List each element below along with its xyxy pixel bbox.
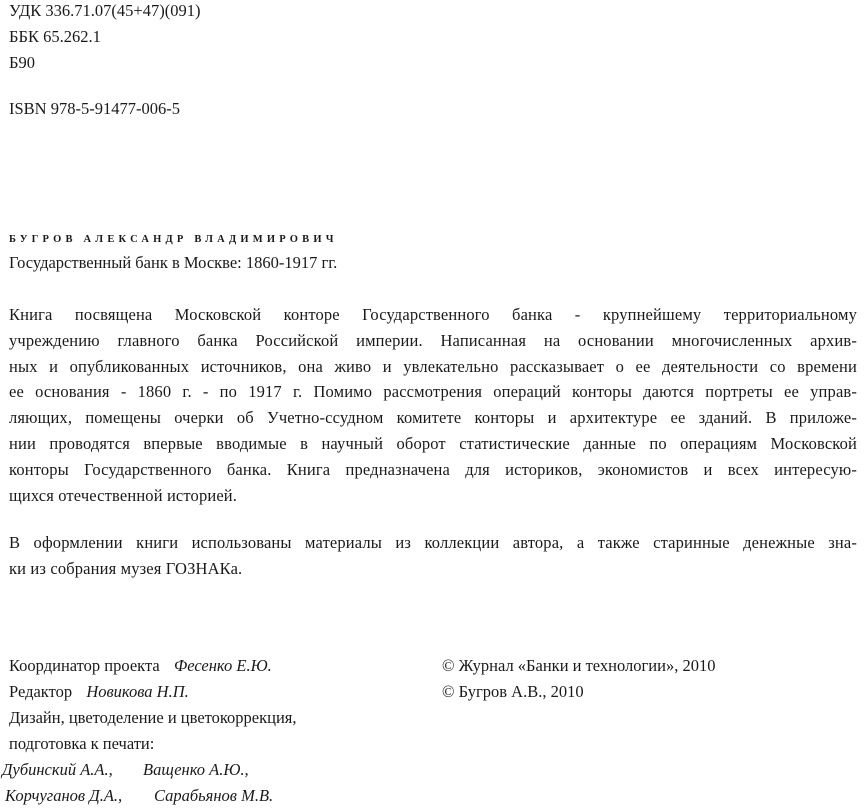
copyright-journal: © Журнал «Банки и технологии», 2010	[442, 656, 716, 675]
isbn: ISBN 978-5-91477-006-5	[9, 99, 180, 118]
abstract-text	[9, 302, 857, 508]
book-title: Государственный банк в Москве: 1860-1917 гг.	[9, 253, 338, 272]
udk-code: УДК 336.71.07(45+47)(091)	[9, 1, 201, 20]
abstract-line: учреждению главного банка Российской империи. Написанная на основании многочисленных архив-	[9, 330, 857, 350]
design-label-row-1: Дизайн, цветоделение и цветокоррекция,	[9, 708, 297, 727]
design-note-line: ки из собрания музея ГОЗНАКа.	[9, 558, 243, 578]
copyright-author: © Бугров А.В., 2010	[442, 682, 584, 701]
design-label-row-2: подготовка к печати:	[9, 734, 155, 753]
designer-1: Дубинский А.А.,	[2, 760, 113, 779]
abstract-line: ляющих, помещены очерки об Учетно-ссудном комитете конторы и архитектуре ее зданий. В приложе-	[9, 408, 857, 428]
coordinator-label: Координатор проекта	[9, 656, 160, 675]
author-name: БУГРОВ АЛЕКСАНДР ВЛАДИМИРОВИЧ	[9, 234, 338, 245]
abstract-paragraph	[9, 302, 857, 508]
abstract-line: щихся отечественной историей.	[9, 485, 238, 505]
abstract-line: Книга посвящена Московской конторе Государственного банка - крупнейшему территориальному	[9, 305, 857, 324]
design-note-text	[9, 530, 857, 582]
editor-row	[9, 679, 429, 705]
author-mark: Б90	[9, 53, 35, 72]
abstract-line: ных и опубликованных источников, она живо и увлекательно рассказывает о ее деятельности со времени	[9, 356, 857, 376]
designer-4: Сарабьянов М.В.	[154, 786, 274, 805]
editor-name: Новикова Н.П.	[86, 682, 189, 701]
bbk-code: ББК 65.262.1	[9, 27, 101, 46]
design-note-paragraph	[9, 530, 857, 582]
coordinator-name: Фесенко Е.Ю.	[173, 656, 272, 675]
designers-row-2	[5, 783, 429, 809]
editor-label: Редактор	[9, 682, 73, 701]
coordinator-row	[9, 653, 429, 679]
copyright-block	[442, 653, 852, 705]
abstract-line: конторы Государственного банка. Книга предназначена для историков, экономистов и всех интересую-	[9, 459, 857, 479]
abstract-line: ее основания - 1860 г. - по 1917 г. Помимо рассмотрения операций конторы даются портреты ее управ-	[9, 382, 857, 402]
designer-3: Корчуганов Д.А.,	[5, 786, 123, 805]
designer-2: Ващенко А.Ю.,	[143, 760, 249, 779]
credits	[2, 653, 429, 809]
abstract-line: нии проводятся впервые вводимые в научный оборот статистические данные по операциям Московской	[9, 433, 857, 453]
design-note-line: В оформлении книги использованы материалы из коллекции автора, а также старинные денежные зна-	[9, 533, 857, 552]
designers-row-1	[2, 757, 429, 783]
